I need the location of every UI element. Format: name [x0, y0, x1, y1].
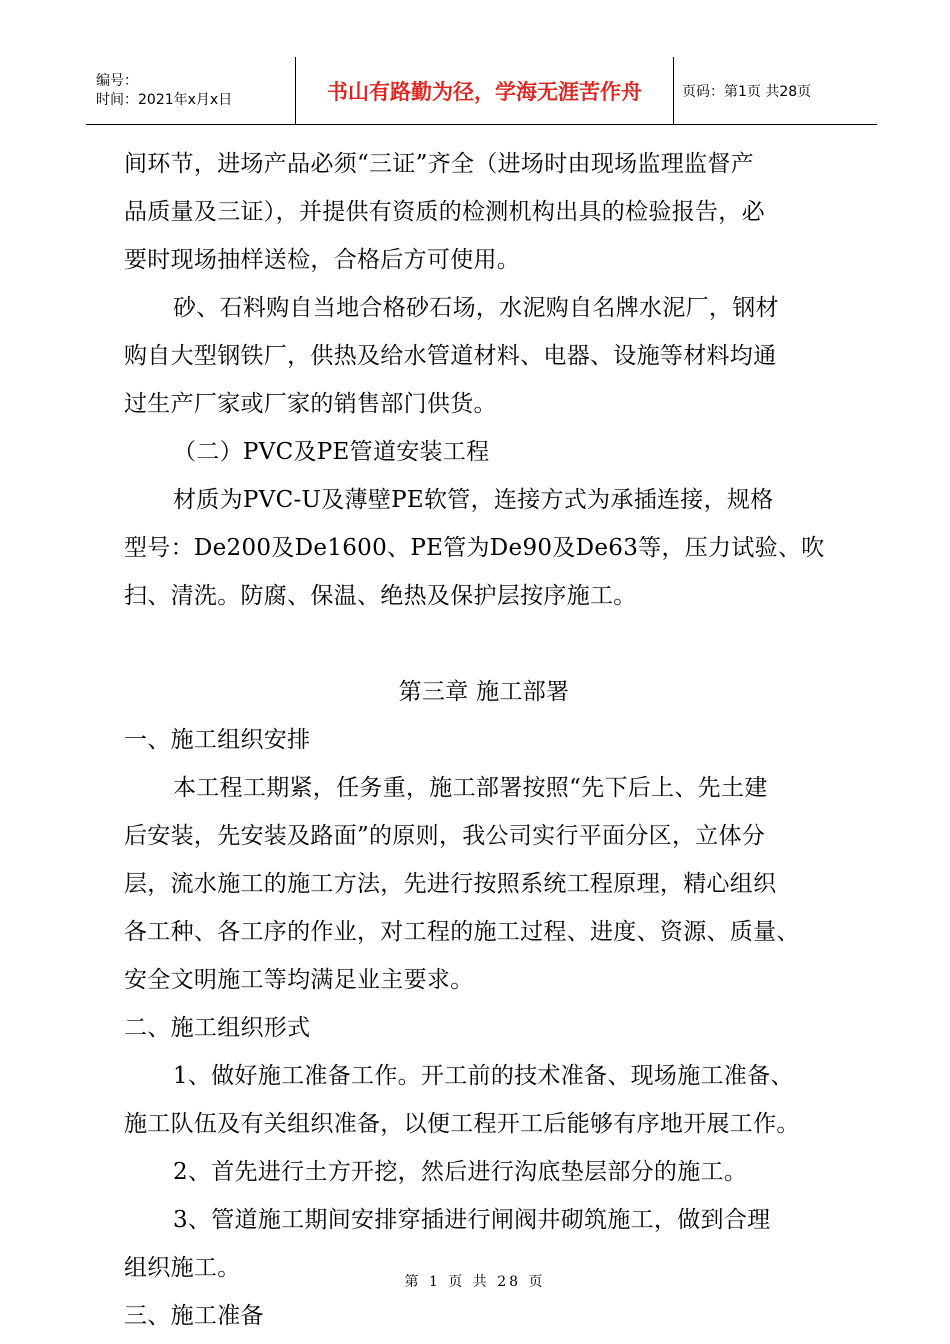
body-line: 过生产厂家或厂家的销售部门供货。	[124, 391, 497, 417]
body-line: 层，流水施工的施工方法，先进行按照系统工程原理，精心组织	[124, 871, 777, 897]
body-line: 品质量及三证），并提供有资质的检测机构出具的检验报告，必	[124, 199, 765, 225]
header-meta	[86, 57, 296, 125]
body-line: 组织施工。	[124, 1255, 241, 1281]
body-line: 施工队伍及有关组织准备，以便工程开工后能够有序地开展工作。	[124, 1111, 800, 1137]
body-line: 1、做好施工准备工作。开工前的技术准备、现场施工准备、	[173, 1063, 794, 1089]
body-line: 型号：De200及De1600、PE管为De90及De63等，压力试验、吹	[124, 535, 825, 561]
document-body	[124, 140, 844, 1340]
document-date-label: 时间：2021年x月x日	[96, 91, 233, 108]
header-page-info: 页码：第1页 共28页	[674, 57, 878, 125]
document-number-label: 编号：	[96, 72, 138, 89]
chapter-title: 第三章 施工部署	[398, 679, 570, 705]
page-footer: 第 1 页 共 28 页	[404, 1274, 546, 1290]
body-line: 间环节，进场产品必须“三证”齐全（进场时由现场监理监督产	[124, 151, 754, 177]
body-line: 安全文明施工等均满足业主要求。	[124, 967, 474, 993]
body-line: 砂、石料购自当地合格砂石场，水泥购自名牌水泥厂，钢材	[173, 295, 779, 321]
body-line: 扫、清洗。防腐、保温、绝热及保护层按序施工。	[124, 583, 637, 609]
header-motto: 书山有路勤为径，学海无涯苦作舟	[296, 57, 674, 125]
body-line: 购自大型钢铁厂，供热及给水管道材料、电器、设施等材料均通	[124, 343, 777, 369]
page-header	[86, 57, 877, 125]
body-line: 各工种、各工序的作业，对工程的施工过程、进度、资源、质量、	[124, 919, 800, 945]
body-line: 3、管道施工期间安排穿插进行闸阀井砌筑施工，做到合理	[173, 1207, 771, 1233]
section-heading: 二、施工组织形式	[124, 1015, 311, 1041]
blank-line	[124, 620, 844, 668]
body-line: 2、首先进行土方开挖，然后进行沟底垫层部分的施工。	[173, 1159, 748, 1185]
body-line: 后安装，先安装及路面”的原则，我公司实行平面分区，立体分	[124, 823, 766, 849]
body-line: 本工程工期紧，任务重，施工部署按照“先下后上、先土建	[173, 775, 768, 801]
body-line: 要时现场抽样送检，合格后方可使用。	[124, 247, 521, 273]
section-heading: 一、施工组织安排	[124, 727, 311, 753]
body-line: 材质为PVC-U及薄壁PE软管，连接方式为承插连接，规格	[173, 487, 774, 513]
section-heading: 三、施工准备	[124, 1303, 264, 1329]
section-heading: （二）PVC及PE管道安装工程	[173, 439, 490, 465]
